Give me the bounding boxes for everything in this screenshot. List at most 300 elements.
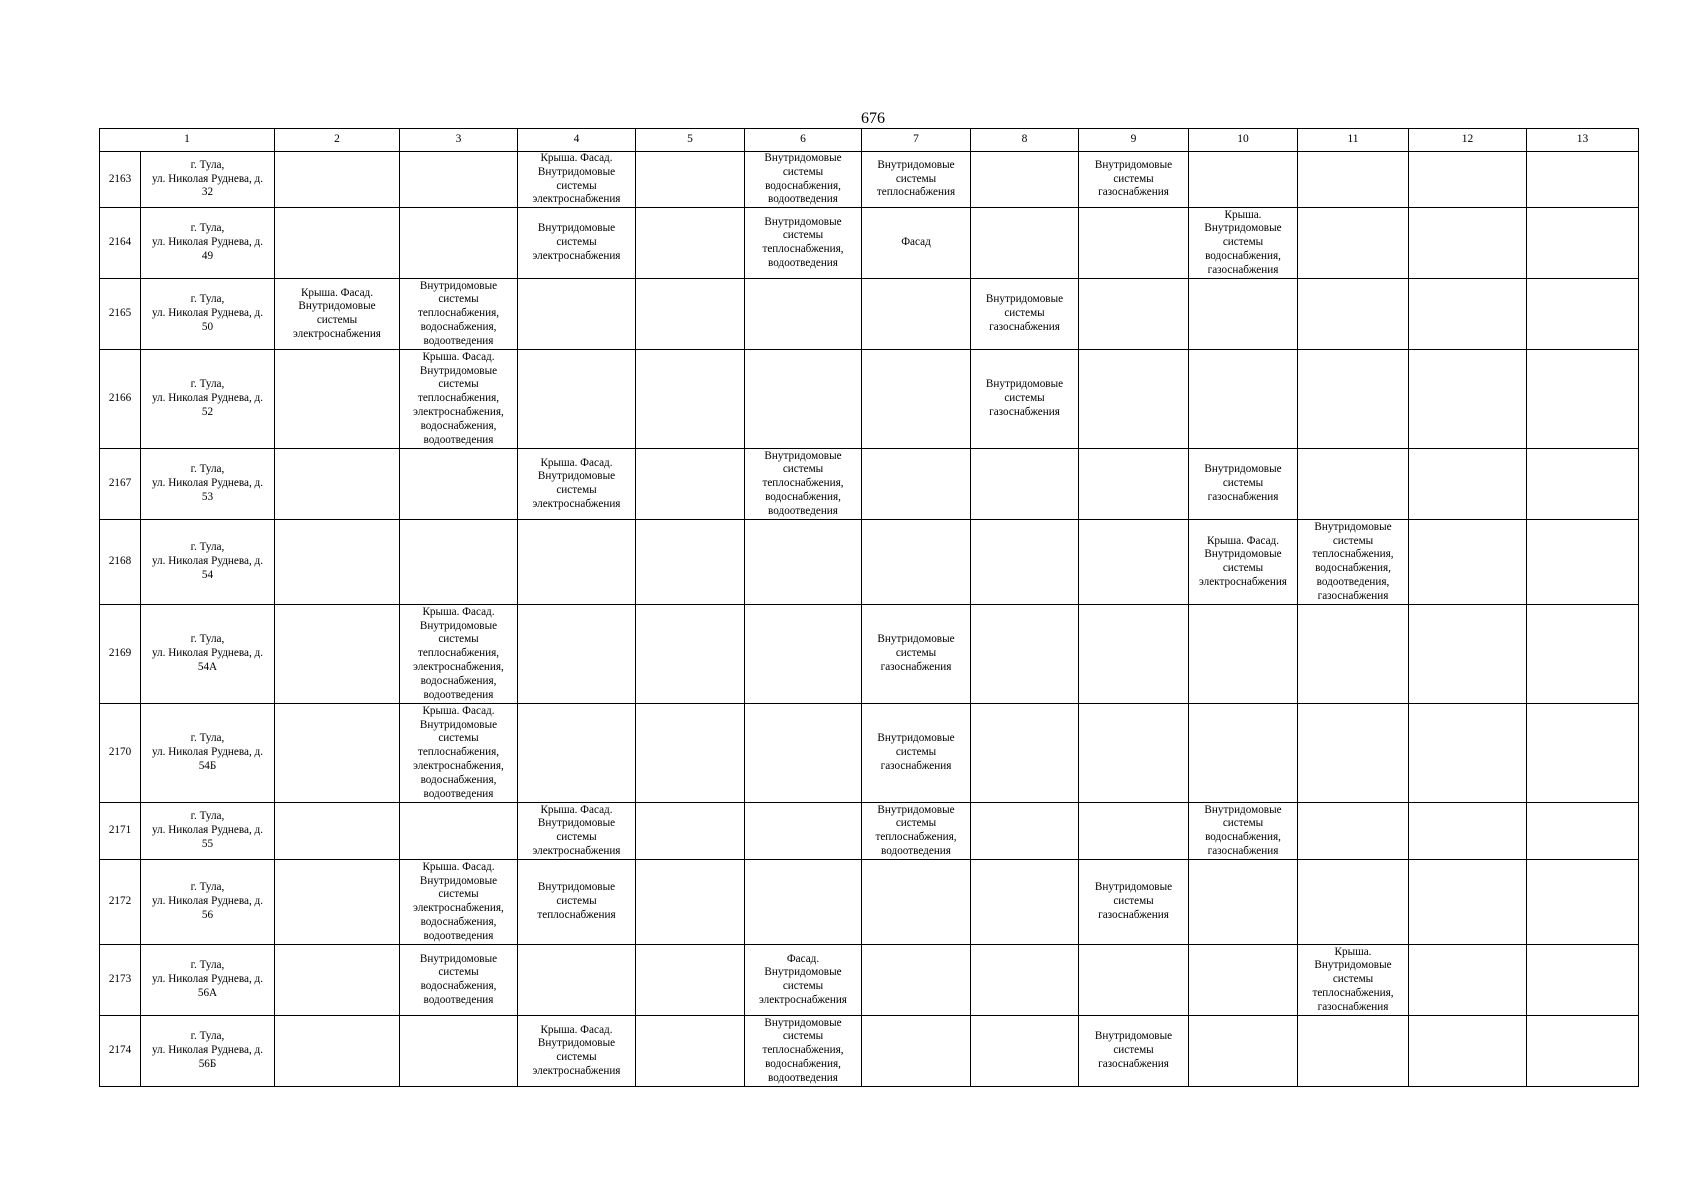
work-cell-col-7 — [862, 605, 971, 704]
address-cell — [141, 860, 275, 945]
work-text-line: системы — [556, 236, 597, 249]
work-text-line: системы — [1113, 172, 1154, 185]
row-number: 2163 — [100, 152, 141, 208]
work-cell-col-5 — [636, 152, 745, 208]
work-cell-col-9 — [1079, 803, 1189, 860]
work-text-line: Фасад. — [786, 952, 820, 965]
work-text-line: Внутридомовые — [1094, 158, 1173, 171]
work-text-line: Крыша. Фасад. — [422, 860, 495, 873]
work-text-line: системы — [438, 966, 479, 979]
table-row — [100, 605, 1639, 704]
work-cell-col-4 — [518, 520, 636, 605]
work-text-line: системы — [316, 314, 358, 327]
work-cell-col-9 — [1079, 605, 1189, 704]
address-line: 56 — [201, 909, 214, 922]
row-number: 2167 — [100, 449, 141, 520]
work-text-line: теплоснабжения, — [762, 1044, 844, 1057]
work-text-line: системы — [438, 293, 479, 306]
address-cell — [141, 279, 275, 350]
work-text-line: водоснабжения, — [420, 773, 497, 786]
work-cell-col-4 — [518, 350, 636, 449]
work-text-line: Внутридомовые — [1314, 959, 1392, 972]
row-number: 2171 — [100, 803, 141, 860]
work-cell-col-2 — [275, 860, 400, 945]
work-text-line: водоснабжения, — [420, 419, 497, 432]
work-cell-col-11 — [1298, 208, 1409, 279]
address-line: ул. Николая Руднева, д. — [151, 477, 264, 490]
work-text-line: Внутридомовые — [537, 817, 616, 830]
work-text-line: системы — [1222, 477, 1264, 490]
address-cell — [141, 152, 275, 208]
table-row — [100, 520, 1639, 605]
work-text-line: системы — [556, 895, 597, 908]
work-cell-col-7 — [862, 449, 971, 520]
address-line: г. Тула, — [190, 378, 225, 391]
work-text-line: теплоснабжения, — [875, 831, 957, 844]
column-header: 2 — [275, 129, 400, 152]
work-text-line: Внутридомовые — [877, 633, 955, 646]
column-header: 5 — [636, 129, 745, 152]
work-text-line: Внутридомовые — [419, 952, 498, 965]
work-cell-col-5 — [636, 803, 745, 860]
work-text-line: системы — [438, 732, 479, 745]
work-cell-col-11 — [1298, 350, 1409, 449]
work-text-line: электроснабжения, — [413, 902, 504, 915]
row-number: 2173 — [100, 945, 141, 1016]
work-cell-col-5 — [636, 520, 745, 605]
work-text-line: системы — [556, 179, 597, 192]
table-row — [100, 860, 1639, 945]
column-header: 4 — [518, 129, 636, 152]
work-text-line: системы — [556, 484, 597, 497]
address-cell — [141, 208, 275, 279]
work-cell-col-8 — [971, 279, 1079, 350]
work-cell-col-5 — [636, 605, 745, 704]
work-cell-col-13 — [1527, 279, 1639, 350]
work-text-line: Внутридомовые — [537, 165, 616, 178]
work-cell-col-12 — [1409, 449, 1527, 520]
work-cell-col-3 — [400, 279, 518, 350]
table-row — [100, 803, 1639, 860]
address-line: ул. Николая Руднева, д. — [151, 746, 264, 759]
work-text-line: газоснабжения — [880, 661, 952, 674]
work-text-line: водоотведения — [423, 433, 494, 446]
work-cell-col-12 — [1409, 350, 1527, 449]
work-text-line: теплоснабжения — [876, 186, 956, 199]
address-line: ул. Николая Руднева, д. — [151, 973, 264, 986]
work-text-line: системы — [782, 1030, 824, 1043]
work-cell-col-7 — [862, 860, 971, 945]
work-cell-col-12 — [1409, 803, 1527, 860]
table-row — [100, 449, 1639, 520]
work-cell-col-8 — [971, 208, 1079, 279]
work-cell-col-13 — [1527, 803, 1639, 860]
work-cell-col-2 — [275, 945, 400, 1016]
work-cell-col-9 — [1079, 704, 1189, 803]
work-text-line: газоснабжения — [1098, 186, 1169, 199]
work-cell-col-10 — [1189, 520, 1298, 605]
work-cell-col-6 — [745, 1016, 862, 1087]
work-text-line: водоотведения — [768, 504, 838, 517]
address-line: 53 — [201, 491, 214, 504]
work-text-line: Крыша. — [1224, 208, 1262, 221]
row-number: 2170 — [100, 704, 141, 803]
address-line: г. Тула, — [190, 633, 225, 646]
work-text-line: водоснабжения, — [1205, 250, 1281, 263]
work-text-line: газоснабжения — [1098, 909, 1169, 922]
work-text-line: теплоснабжения, — [762, 477, 844, 490]
table-row — [100, 208, 1639, 279]
work-text-line: газоснабжения — [989, 321, 1060, 334]
address-line: г. Тула, — [190, 463, 225, 476]
address-line: 56А — [197, 987, 218, 1000]
work-cell-col-3 — [400, 520, 518, 605]
address-line: ул. Николая Руднева, д. — [151, 895, 264, 908]
work-cell-col-13 — [1527, 350, 1639, 449]
work-cell-col-3 — [400, 208, 518, 279]
address-line: г. Тула, — [190, 541, 225, 554]
address-cell — [141, 449, 275, 520]
column-header: 7 — [862, 129, 971, 152]
address-line: ул. Николая Руднева, д. — [151, 1044, 264, 1057]
address-cell — [141, 350, 275, 449]
address-line: ул. Николая Руднева, д. — [151, 824, 264, 837]
work-cell-col-11 — [1298, 860, 1409, 945]
work-cell-col-7 — [862, 704, 971, 803]
work-cell-col-4 — [518, 449, 636, 520]
work-text-line: водоотведения — [423, 334, 494, 347]
work-cell-col-2 — [275, 449, 400, 520]
work-text-line: Внутридомовые — [764, 966, 842, 979]
work-cell-col-7 — [862, 279, 971, 350]
address-line: г. Тула, — [190, 158, 225, 171]
work-cell-col-3 — [400, 605, 518, 704]
column-header: 1 — [100, 129, 275, 152]
work-text-line: Внутридомовые — [419, 874, 498, 887]
column-header: 10 — [1189, 129, 1298, 152]
work-cell-col-3 — [400, 803, 518, 860]
work-text-line: электроснабжения, — [413, 406, 504, 419]
work-text-line: Внутридомовые — [1204, 803, 1282, 816]
address-line: 54А — [197, 661, 218, 674]
work-text-line: газоснабжения — [1098, 1058, 1169, 1071]
work-cell-col-11 — [1298, 520, 1409, 605]
work-cell-col-10 — [1189, 704, 1298, 803]
work-text-line: системы — [895, 817, 937, 830]
work-text-line: водоснабжения, — [420, 915, 497, 928]
work-cell-col-13 — [1527, 605, 1639, 704]
address-line: 32 — [201, 186, 214, 199]
work-cell-col-3 — [400, 152, 518, 208]
work-cell-col-11 — [1298, 704, 1409, 803]
address-line: ул. Николая Руднева, д. — [151, 172, 264, 185]
work-cell-col-3 — [400, 704, 518, 803]
work-text-line: водоснабжения, — [420, 980, 497, 993]
work-cell-col-6 — [745, 803, 862, 860]
work-cell-col-8 — [971, 1016, 1079, 1087]
work-cell-col-2 — [275, 803, 400, 860]
work-cell-col-13 — [1527, 1016, 1639, 1087]
work-cell-col-12 — [1409, 605, 1527, 704]
work-cell-col-9 — [1079, 152, 1189, 208]
work-text-line: теплоснабжения, — [1312, 987, 1394, 1000]
address-line: 54 — [201, 569, 214, 582]
work-text-line: системы — [556, 831, 597, 844]
work-cell-col-10 — [1189, 803, 1298, 860]
work-cell-col-12 — [1409, 520, 1527, 605]
work-text-line: газоснабжения — [1207, 263, 1279, 276]
work-text-line: системы — [1113, 1044, 1154, 1057]
work-text-line: Внутридомовые — [419, 718, 498, 731]
work-text-line: системы — [1222, 817, 1264, 830]
address-line: г. Тула, — [190, 810, 225, 823]
work-text-line: водоотведения — [423, 688, 494, 701]
work-cell-col-4 — [518, 860, 636, 945]
work-cell-col-6 — [745, 704, 862, 803]
column-header: 6 — [745, 129, 862, 152]
work-cell-col-6 — [745, 449, 862, 520]
work-text-line: водоснабжения, — [420, 674, 497, 687]
work-text-line: системы — [438, 888, 479, 901]
work-cell-col-10 — [1189, 279, 1298, 350]
address-line: г. Тула, — [190, 959, 225, 972]
table-row — [100, 279, 1639, 350]
work-text-line: Внутридомовые — [764, 449, 842, 462]
work-cell-col-2 — [275, 605, 400, 704]
work-cell-col-11 — [1298, 152, 1409, 208]
work-text-line: теплоснабжения, — [417, 746, 500, 759]
column-header: 9 — [1079, 129, 1189, 152]
work-text-line: системы — [782, 980, 824, 993]
work-text-line: системы — [438, 633, 479, 646]
row-number: 2165 — [100, 279, 141, 350]
work-text-line: газоснабжения — [880, 760, 952, 773]
address-line: 56Б — [198, 1058, 217, 1071]
work-cell-col-9 — [1079, 350, 1189, 449]
work-cell-col-10 — [1189, 449, 1298, 520]
work-text-line: системы — [556, 1051, 597, 1064]
work-text-line: системы — [1332, 973, 1374, 986]
work-cell-col-10 — [1189, 152, 1298, 208]
work-text-line: электроснабжения — [532, 497, 621, 510]
work-text-line: электроснабжения, — [413, 760, 504, 773]
work-cell-col-2 — [275, 520, 400, 605]
work-cell-col-9 — [1079, 279, 1189, 350]
work-text-line: водоотведения — [768, 193, 838, 206]
row-number: 2164 — [100, 208, 141, 279]
work-text-line: теплоснабжения, — [417, 392, 500, 405]
work-cell-col-8 — [971, 803, 1079, 860]
work-text-line: Внутридомовые — [1094, 1030, 1173, 1043]
work-cell-col-4 — [518, 279, 636, 350]
work-text-line: водоотведения — [768, 256, 838, 269]
work-text-line: Крыша. Фасад. — [1206, 534, 1280, 547]
work-text-line: Внутридомовые — [764, 152, 842, 164]
work-text-line: системы — [1222, 562, 1264, 575]
work-cell-col-11 — [1298, 279, 1409, 350]
work-text-line: водоснабжения, — [765, 1058, 841, 1071]
work-cell-col-7 — [862, 945, 971, 1016]
work-text-line: газоснабжения — [1207, 491, 1279, 504]
work-cell-col-2 — [275, 350, 400, 449]
work-cell-col-10 — [1189, 945, 1298, 1016]
address-line: ул. Николая Руднева, д. — [151, 647, 264, 660]
address-line: 55 — [201, 838, 214, 851]
column-header: 13 — [1527, 129, 1639, 152]
table-row — [100, 704, 1639, 803]
work-text-line: водоснабжения, — [765, 491, 841, 504]
work-text-line: системы — [438, 378, 479, 391]
work-cell-col-5 — [636, 1016, 745, 1087]
work-cell-col-10 — [1189, 605, 1298, 704]
work-cell-col-8 — [971, 945, 1079, 1016]
work-text-line: Внутридомовые — [298, 300, 376, 313]
work-cell-col-6 — [745, 860, 862, 945]
work-cell-col-12 — [1409, 152, 1527, 208]
work-cell-col-4 — [518, 803, 636, 860]
work-text-line: Внутридомовые — [985, 293, 1064, 306]
work-cell-col-3 — [400, 449, 518, 520]
work-cell-col-6 — [745, 279, 862, 350]
work-text-line: Крыша. Фасад. — [300, 286, 374, 299]
work-cell-col-9 — [1079, 860, 1189, 945]
work-cell-col-11 — [1298, 945, 1409, 1016]
work-cell-col-2 — [275, 208, 400, 279]
work-cell-col-2 — [275, 1016, 400, 1087]
work-text-line: электроснабжения — [532, 1064, 621, 1077]
address-line: 52 — [201, 406, 214, 419]
work-cell-col-8 — [971, 152, 1079, 208]
work-text-line: газоснабжения — [1317, 589, 1389, 602]
work-text-line: теплоснабжения, — [417, 307, 500, 320]
work-cell-col-10 — [1189, 860, 1298, 945]
work-text-line: Внутридомовые — [985, 378, 1064, 391]
work-text-line: Внутридомовые — [537, 1037, 616, 1050]
work-cell-col-6 — [745, 208, 862, 279]
work-text-line: Внутридомовые — [877, 158, 955, 171]
work-cell-col-13 — [1527, 704, 1639, 803]
work-cell-col-10 — [1189, 208, 1298, 279]
work-cell-col-5 — [636, 279, 745, 350]
work-cell-col-4 — [518, 152, 636, 208]
work-cell-col-4 — [518, 1016, 636, 1087]
table-body — [100, 152, 1639, 1087]
work-text-line: водоотведения — [423, 787, 494, 800]
work-text-line: Внутридомовые — [764, 215, 842, 228]
address-line: ул. Николая Руднева, д. — [151, 392, 264, 405]
work-text-line: электроснабжения — [532, 193, 621, 206]
row-number: 2166 — [100, 350, 141, 449]
work-text-line: электроснабжения — [759, 993, 847, 1006]
work-text-line: Внутридомовые — [764, 1016, 842, 1029]
work-cell-col-6 — [745, 152, 862, 208]
work-cell-col-4 — [518, 605, 636, 704]
address-line: г. Тула, — [190, 1030, 225, 1043]
work-cell-col-7 — [862, 803, 971, 860]
work-text-line: водоснабжения, — [1205, 831, 1281, 844]
work-cell-col-2 — [275, 704, 400, 803]
work-cell-col-13 — [1527, 449, 1639, 520]
work-text-line: Внутридомовые — [1204, 463, 1282, 476]
work-text-line: газоснабжения — [989, 406, 1060, 419]
work-text-line: Внутридомовые — [1314, 520, 1392, 533]
work-text-line: Фасад — [901, 236, 931, 249]
work-cell-col-8 — [971, 350, 1079, 449]
work-cell-col-12 — [1409, 279, 1527, 350]
column-number-row — [100, 129, 1639, 152]
work-cell-col-12 — [1409, 208, 1527, 279]
work-cell-col-5 — [636, 704, 745, 803]
work-cell-col-13 — [1527, 860, 1639, 945]
column-header: 8 — [971, 129, 1079, 152]
work-text-line: водоотведения, — [1316, 575, 1390, 588]
work-cell-col-3 — [400, 945, 518, 1016]
work-text-line: системы — [1332, 534, 1374, 547]
work-cell-col-6 — [745, 605, 862, 704]
work-cell-col-2 — [275, 152, 400, 208]
work-text-line: системы — [895, 746, 937, 759]
work-cell-col-11 — [1298, 1016, 1409, 1087]
work-cell-col-10 — [1189, 350, 1298, 449]
table-row — [100, 1016, 1639, 1087]
work-cell-col-3 — [400, 860, 518, 945]
table-row — [100, 152, 1639, 208]
work-cell-col-13 — [1527, 152, 1639, 208]
work-text-line: водоотведения — [423, 993, 494, 1006]
work-text-line: системы — [895, 647, 937, 660]
work-cell-col-6 — [745, 945, 862, 1016]
column-header: 12 — [1409, 129, 1527, 152]
work-cell-col-3 — [400, 350, 518, 449]
address-line: 54Б — [198, 760, 217, 773]
work-cell-col-9 — [1079, 520, 1189, 605]
work-text-line: системы — [1222, 236, 1264, 249]
work-text-line: Крыша. Фасад. — [422, 605, 495, 618]
work-text-line: водоотведения — [881, 844, 951, 857]
work-text-line: системы — [1113, 895, 1154, 908]
address-line: ул. Николая Руднева, д. — [151, 236, 264, 249]
work-cell-col-5 — [636, 350, 745, 449]
address-cell — [141, 1016, 275, 1087]
work-cell-col-12 — [1409, 860, 1527, 945]
work-text-line: системы — [1004, 307, 1045, 320]
row-number: 2172 — [100, 860, 141, 945]
work-text-line: Внутридомовые — [419, 279, 498, 292]
table-row — [100, 350, 1639, 449]
work-cell-col-13 — [1527, 520, 1639, 605]
work-text-line: электроснабжения — [532, 844, 621, 857]
address-line: ул. Николая Руднева, д. — [151, 555, 264, 568]
work-text-line: Крыша. Фасад. — [422, 704, 495, 717]
work-cell-col-4 — [518, 945, 636, 1016]
address-cell — [141, 945, 275, 1016]
work-cell-col-8 — [971, 860, 1079, 945]
work-text-line: Внутридомовые — [1204, 222, 1282, 235]
column-header: 11 — [1298, 129, 1409, 152]
work-text-line: Внутридомовые — [537, 222, 616, 235]
address-line: г. Тула, — [190, 732, 225, 745]
row-number: 2174 — [100, 1016, 141, 1087]
work-text-line: Внутридомовые — [877, 803, 955, 816]
row-number: 2168 — [100, 520, 141, 605]
work-text-line: водоснабжения, — [420, 321, 497, 334]
address-line: 49 — [201, 250, 214, 263]
work-cell-col-13 — [1527, 208, 1639, 279]
work-cell-col-4 — [518, 208, 636, 279]
work-text-line: Внутридомовые — [537, 470, 616, 483]
work-text-line: электроснабжения, — [413, 661, 504, 674]
work-cell-col-11 — [1298, 449, 1409, 520]
